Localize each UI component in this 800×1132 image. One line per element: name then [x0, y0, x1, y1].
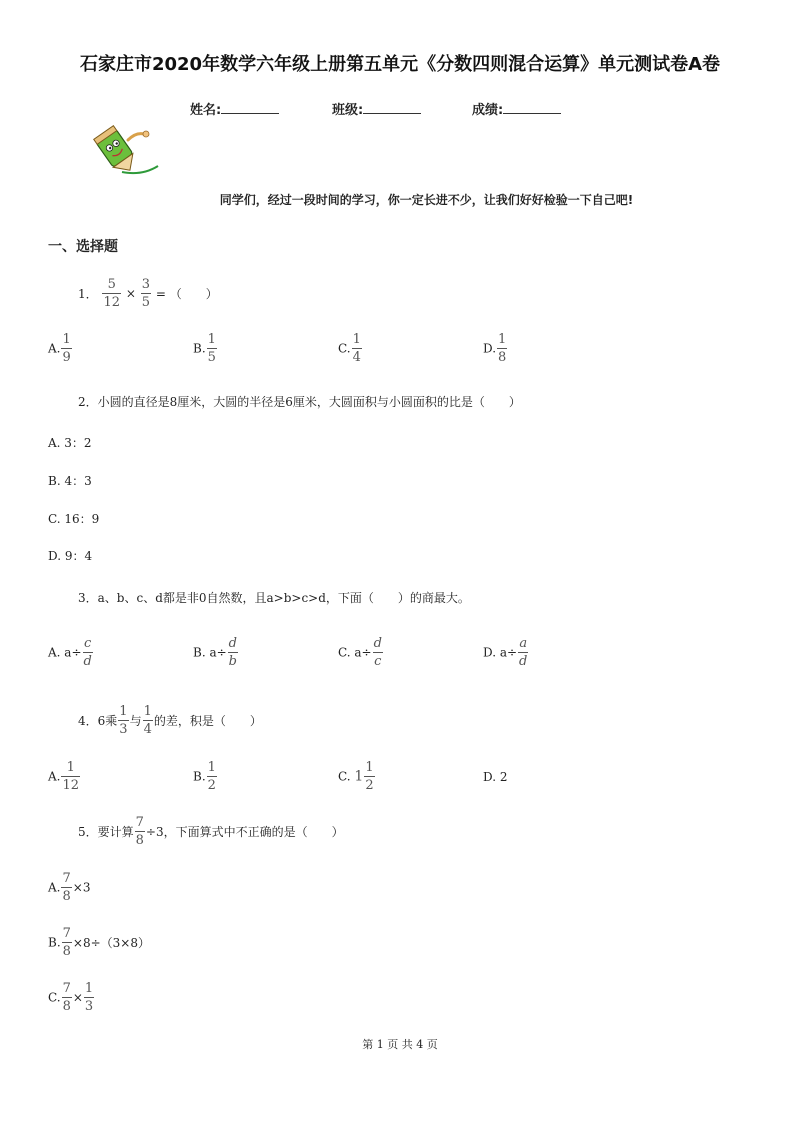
option-b[interactable]: B. 4：3: [48, 474, 92, 488]
option-c[interactable]: C. $\frac{1}{4}$: [338, 332, 361, 365]
question-tail: = （ ）: [155, 287, 218, 301]
option-d[interactable]: D. 2: [483, 770, 508, 784]
option-c[interactable]: C. $\frac{7}{8}$ × $\frac{1}{3}$: [48, 981, 94, 1014]
class-label: 班级:: [332, 103, 364, 118]
option-a[interactable]: A. 3：2: [48, 436, 92, 450]
option-b[interactable]: B. $\frac{7}{8}$ ×8÷（3×8）: [48, 926, 150, 959]
question-5: 5．要计算 $\frac{7}{8}$ ÷3，下面算式中不正确的是（ ）: [78, 815, 344, 848]
question-1: [78, 278, 218, 309]
option-d[interactable]: D. $\frac{1}{8}$: [483, 332, 507, 365]
option-d[interactable]: D. a÷ $\frac{a}{d}$: [483, 636, 528, 669]
option-a[interactable]: A. $\frac{1}{12}$: [48, 760, 80, 793]
option-a[interactable]: A. a÷ $\frac{c}{d}$: [48, 636, 92, 669]
option-b[interactable]: B. $\frac{1}{2}$: [193, 760, 216, 793]
option-b[interactable]: B. a÷ $\frac{d}{b}$: [193, 636, 237, 669]
score-field: [472, 99, 561, 118]
class-field: [332, 99, 421, 118]
option-a[interactable]: A. $\frac{7}{8}$ ×3: [48, 871, 91, 904]
section-heading: 一、选择题: [48, 239, 118, 255]
page-footer: 第 1 页 共 4 页: [362, 1038, 438, 1051]
pencil-mascot-icon: [92, 122, 162, 178]
operator: ×: [125, 286, 136, 301]
name-label: 姓名:: [190, 103, 222, 118]
option-c[interactable]: C. 1 $\frac{1}{2}$: [338, 760, 374, 793]
option-d[interactable]: D. 9：4: [48, 549, 93, 563]
option-a[interactable]: A. $\frac{1}{9}$: [48, 332, 71, 365]
question-3: 3．a、b、c、d都是非0自然数，且a>b>c>d，下面（ ）的商最大。: [78, 591, 470, 605]
question-2: 2．小圆的直径是8厘米，大圆的半径是6厘米，大圆面积与小圆面积的比是（ ）: [78, 395, 521, 409]
option-c[interactable]: C. a÷ $\frac{d}{c}$: [338, 636, 382, 669]
question-number: 1．: [78, 287, 98, 301]
option-b[interactable]: B. $\frac{1}{5}$: [193, 332, 216, 365]
score-label: 成绩:: [472, 103, 504, 118]
greeting-text: 同学们，经过一段时间的学习，你一定长进不少，让我们好好检验一下自己吧!: [219, 193, 634, 207]
fraction: $\frac{3}{5}$: [141, 277, 151, 310]
fraction: $\frac{5}{12}$: [103, 277, 121, 310]
page-title: 石家庄市2020年数学六年级上册第五单元《分数四则混合运算》单元测试卷A卷: [79, 54, 721, 75]
question-4: 4．6乘 $\frac{1}{3}$ 与 $\frac{1}{4}$ 的差，积是（ ）: [78, 704, 262, 737]
name-field: [190, 99, 279, 118]
option-c[interactable]: C. 16：9: [48, 512, 100, 526]
